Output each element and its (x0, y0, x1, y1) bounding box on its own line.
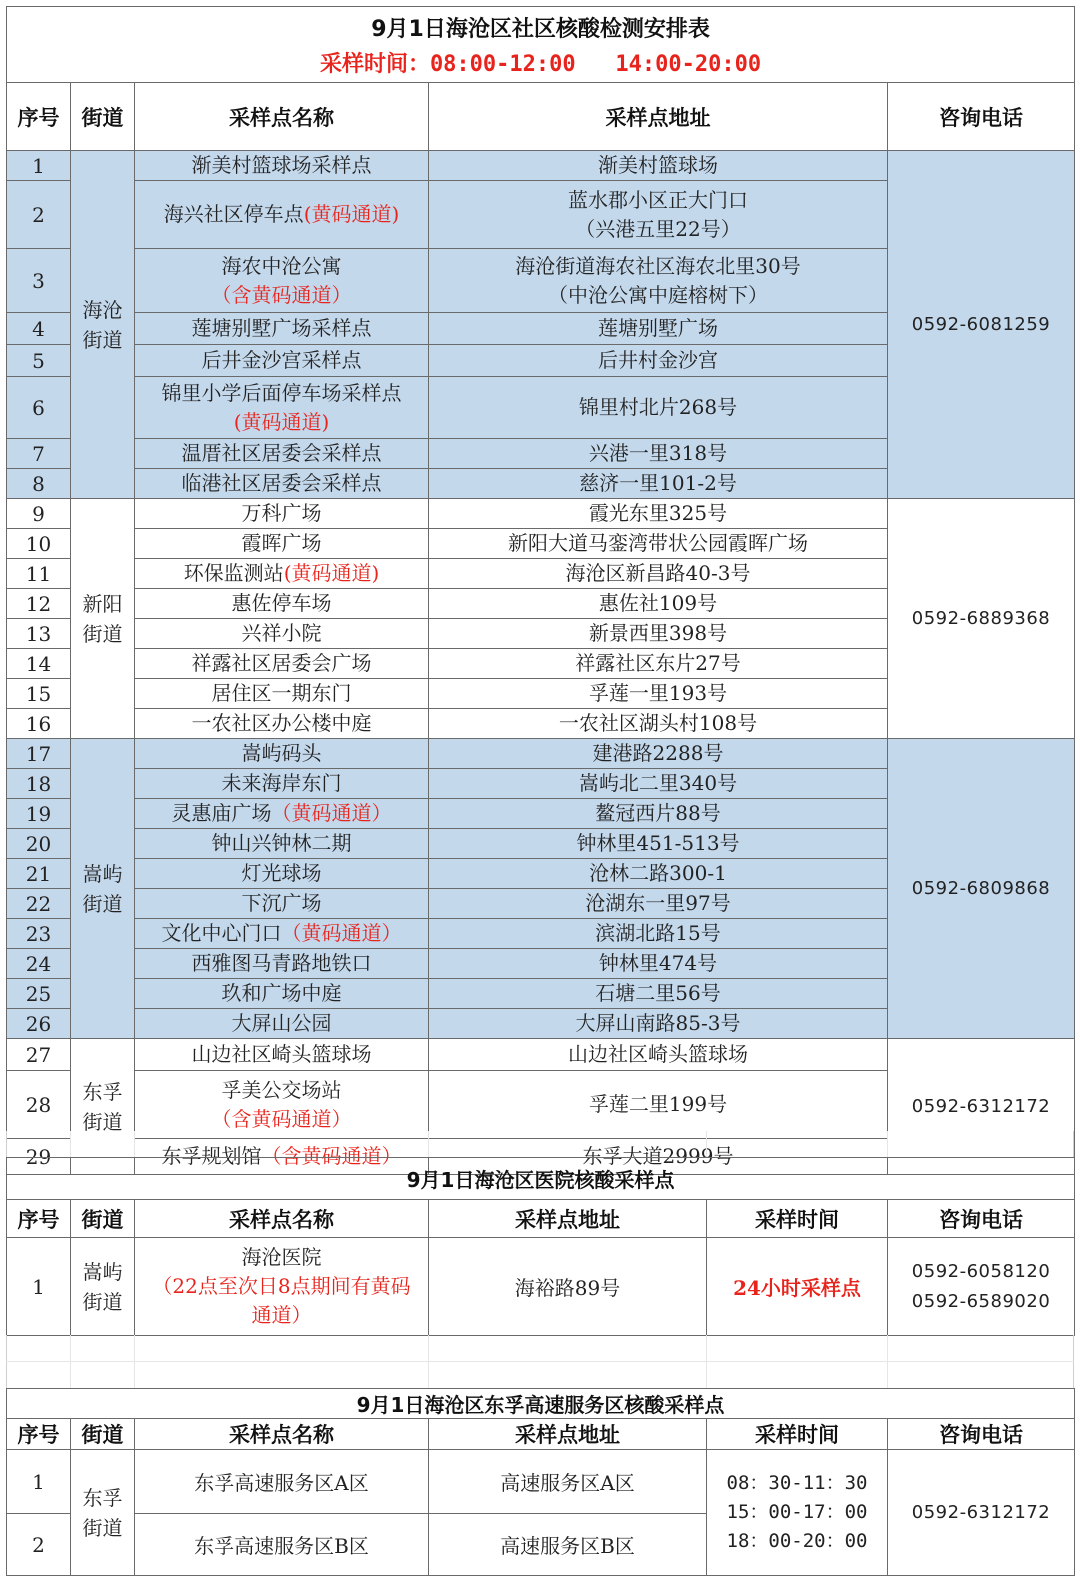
highway-time-1: 08：30-11：30 (726, 1472, 868, 1494)
hospital-header-site-address: 采样点地址 (429, 1200, 707, 1238)
site-name: 居住区一期东门 (211, 681, 352, 705)
row-no: 9 (7, 499, 71, 529)
row-no: 20 (7, 829, 71, 859)
site-address-cell (429, 1009, 888, 1039)
site-name-cell (135, 377, 429, 439)
site-name: 未来海岸东门 (221, 771, 342, 795)
site-address-cell (429, 709, 888, 739)
site-address-line: 莲塘别墅广场 (598, 316, 718, 340)
site-address-cell (429, 377, 888, 439)
site-name-cell (135, 529, 429, 559)
site-name: 玖和广场中庭 (221, 981, 342, 1005)
site-address-line: 沧湖东一里97号 (585, 891, 731, 915)
site-name: 温厝社区居委会采样点 (181, 441, 382, 465)
site-address-line: 沧林二路300-1 (589, 861, 727, 885)
row-no: 13 (7, 619, 71, 649)
site-address-line: （中沧公寓中庭榕树下） (548, 282, 768, 307)
site-address-cell (429, 889, 888, 919)
site-address-line: 钟林里474号 (598, 951, 718, 975)
row-no: 16 (7, 709, 71, 739)
site-name-cell (135, 799, 429, 829)
site-address-line: 嵩屿北二里340号 (578, 771, 738, 795)
site-name-cell (135, 979, 429, 1009)
site-address-line: 钟林里451-513号 (576, 831, 740, 855)
site-name-cell (135, 859, 429, 889)
hospital-table (6, 1157, 1075, 1336)
site-name: 下沉广场 (241, 891, 322, 915)
header-site-name: 采样点名称 (135, 83, 429, 151)
highway-row-address: 高速服务区A区 (429, 1450, 707, 1514)
site-name: 海兴社区停车点 (163, 202, 304, 226)
highway-time-3: 18：00-20：00 (726, 1530, 868, 1552)
site-address-cell (429, 679, 888, 709)
site-name: 临港社区居委会采样点 (181, 471, 382, 495)
site-address-cell (429, 949, 888, 979)
site-name-cell (135, 249, 429, 313)
phone-cell: 0592-6312172 (888, 1039, 1075, 1175)
site-address-line: 新阳大道马銮湾带状公园霞晖广场 (508, 531, 808, 555)
table-row (7, 739, 1075, 769)
highway-header-time: 采样时间 (707, 1419, 888, 1450)
row-no: 7 (7, 439, 71, 469)
row-no: 11 (7, 559, 71, 589)
site-name: 霞晖广场 (241, 531, 322, 555)
site-address-cell (429, 181, 888, 249)
hospital-row-street (71, 1238, 135, 1336)
hospital-header-site-name: 采样点名称 (135, 1200, 429, 1238)
site-name-cell (135, 151, 429, 181)
hospital-row-time: 24小时采样点 (707, 1238, 888, 1336)
row-no: 1 (7, 151, 71, 181)
yellow-code-note: （含黄码通道） (211, 282, 352, 307)
row-no: 17 (7, 739, 71, 769)
table-row (7, 1039, 1075, 1071)
highway-row-name: 东孚高速服务区A区 (135, 1450, 429, 1514)
site-address-line: 一农社区湖头村108号 (558, 711, 758, 735)
site-name-cell (135, 439, 429, 469)
hospital-street-line-2: 街道 (82, 1289, 123, 1314)
site-address-cell (429, 1071, 888, 1139)
site-address-cell (429, 345, 888, 377)
highway-header-site-name: 采样点名称 (135, 1419, 429, 1450)
site-name-cell (135, 679, 429, 709)
site-address-line: 祥露社区东片27号 (575, 651, 741, 675)
site-name: 锦里小学后面停车场采样点 (161, 380, 402, 405)
site-name-cell (135, 1009, 429, 1039)
street-line-1: 新阳 (82, 591, 123, 616)
hospital-row-no: 1 (7, 1238, 71, 1336)
row-no: 18 (7, 769, 71, 799)
header-no: 序号 (7, 83, 71, 151)
site-address-line: 渐美村篮球场 (598, 153, 718, 177)
site-name: 兴祥小院 (241, 621, 322, 645)
site-name-cell (135, 739, 429, 769)
site-name: 东孚规划馆 (161, 1144, 262, 1168)
row-no: 6 (7, 377, 71, 439)
site-address-cell (429, 619, 888, 649)
row-no: 12 (7, 589, 71, 619)
site-address-line: 蓝水郡小区正大门口 (568, 187, 748, 212)
site-name: 钟山兴钟林二期 (211, 831, 352, 855)
site-address-line: 孚莲二里199号 (588, 1092, 728, 1116)
yellow-code-note: (黄码通道) (233, 409, 330, 434)
row-no: 26 (7, 1009, 71, 1039)
row-no: 3 (7, 249, 71, 313)
row-no: 21 (7, 859, 71, 889)
row-no: 25 (7, 979, 71, 1009)
street-cell (71, 499, 135, 739)
highway-title: 9月1日海沧区东孚高速服务区核酸采样点 (7, 1389, 1075, 1419)
hospital-header-no: 序号 (7, 1200, 71, 1238)
row-no: 10 (7, 529, 71, 559)
site-address-line: 兴港一里318号 (588, 441, 728, 465)
site-name-cell (135, 559, 429, 589)
site-address-line: 孚莲一里193号 (588, 681, 728, 705)
main-schedule-table (6, 6, 1075, 1175)
row-no: 29 (7, 1139, 71, 1175)
site-address-cell (429, 1039, 888, 1071)
site-address-line: 新景西里398号 (588, 621, 728, 645)
table-row (7, 499, 1075, 529)
site-name-cell (135, 1071, 429, 1139)
highway-row (7, 1450, 1075, 1514)
site-name-cell (135, 949, 429, 979)
highway-header-no: 序号 (7, 1419, 71, 1450)
yellow-code-note: （黄码通道） (281, 921, 402, 945)
site-address-cell (429, 769, 888, 799)
street-line-2: 街道 (82, 1109, 123, 1134)
header-street: 街道 (71, 83, 135, 151)
street-line-2: 街道 (82, 327, 123, 352)
table-row (7, 151, 1075, 181)
site-name-cell (135, 649, 429, 679)
site-address-cell (429, 151, 888, 181)
hospital-header-time: 采样时间 (707, 1200, 888, 1238)
site-name: 后井金沙宫采样点 (201, 348, 362, 372)
row-no: 24 (7, 949, 71, 979)
site-address-line: 东孚大道2999号 (582, 1144, 734, 1168)
site-name: 嵩屿码头 (241, 741, 322, 765)
site-name: 文化中心门口 (161, 921, 282, 945)
site-address-cell (429, 499, 888, 529)
hospital-row-address: 海裕路89号 (429, 1238, 707, 1336)
site-name: 莲塘别墅广场采样点 (191, 316, 372, 340)
site-name: 山边社区崎头篮球场 (191, 1042, 372, 1066)
site-name-cell (135, 709, 429, 739)
row-no: 28 (7, 1071, 71, 1139)
highway-header-row (7, 1419, 1075, 1450)
spacer-row-2 (6, 1335, 1074, 1388)
hospital-note-line-2: 通道） (251, 1303, 312, 1327)
site-name: 万科广场 (241, 501, 322, 525)
site-address-line: 锦里村北片268号 (578, 395, 738, 419)
hospital-header-phone: 咨询电话 (888, 1200, 1075, 1238)
site-address-line: 惠佐社109号 (598, 591, 718, 615)
site-address-line: 后井村金沙宫 (598, 348, 718, 372)
yellow-code-note: （含黄码通道） (211, 1106, 352, 1131)
highway-street (71, 1450, 135, 1576)
site-name-cell (135, 181, 429, 249)
hospital-row (7, 1238, 1075, 1336)
street-line-1: 嵩屿 (82, 861, 123, 886)
yellow-code-note: （黄码通道） (271, 801, 392, 825)
site-address-line: 海沧街道海农社区海农北里30号 (515, 253, 801, 278)
site-address-cell (429, 589, 888, 619)
site-name-cell (135, 313, 429, 345)
main-header-row (7, 83, 1075, 151)
row-no: 23 (7, 919, 71, 949)
site-address-cell (429, 829, 888, 859)
hospital-row-phones (888, 1238, 1075, 1336)
site-name: 海农中沧公寓 (221, 253, 342, 278)
site-name-cell (135, 1039, 429, 1071)
site-name: 大屏山公园 (231, 1011, 332, 1035)
site-address-line: 滨湖北路15号 (595, 921, 721, 945)
site-name: 环保监测站 (183, 561, 284, 585)
site-name: 一农社区办公楼中庭 (191, 711, 372, 735)
street-cell (71, 151, 135, 499)
row-no: 2 (7, 181, 71, 249)
hospital-name: 海沧医院 (241, 1245, 322, 1269)
site-name: 孚美公交场站 (221, 1077, 342, 1102)
site-address-line: 霞光东里325号 (588, 501, 728, 525)
site-name-cell (135, 769, 429, 799)
site-name-cell (135, 589, 429, 619)
highway-time (707, 1450, 888, 1576)
site-address-line: 鳌冠西片88号 (595, 801, 721, 825)
site-name-cell (135, 919, 429, 949)
site-name-cell (135, 499, 429, 529)
site-address-line: 慈济一里101-2号 (579, 471, 737, 495)
spacer-row (6, 1131, 1074, 1157)
site-address-cell (429, 439, 888, 469)
sampling-time-subtitle: 采样时间：08:00-12:00 14:00-20:00 (319, 51, 762, 77)
header-site-address: 采样点地址 (429, 83, 888, 151)
site-name-cell (135, 469, 429, 499)
site-name-cell (135, 345, 429, 377)
street-line-1: 海沧 (82, 297, 123, 322)
phone-cell: 0592-6081259 (888, 151, 1075, 499)
highway-header-site-address: 采样点地址 (429, 1419, 707, 1450)
row-no: 14 (7, 649, 71, 679)
site-address-cell (429, 559, 888, 589)
site-address-cell (429, 919, 888, 949)
site-name: 西雅图马青路地铁口 (191, 951, 372, 975)
row-no: 5 (7, 345, 71, 377)
highway-table (6, 1388, 1075, 1576)
site-name-cell (135, 619, 429, 649)
row-no: 8 (7, 469, 71, 499)
hospital-phone-2: 0592-6589020 (911, 1290, 1051, 1312)
street-cell (71, 739, 135, 1039)
highway-time-2: 15：00-17：00 (726, 1501, 868, 1523)
highway-row-name: 东孚高速服务区B区 (135, 1514, 429, 1576)
hospital-row-name (135, 1238, 429, 1336)
hospital-title: 9月1日海沧区医院核酸采样点 (7, 1158, 1075, 1200)
site-address-cell (429, 799, 888, 829)
site-address-cell (429, 859, 888, 889)
header-phone: 咨询电话 (888, 83, 1075, 151)
highway-phone: 0592-6312172 (888, 1450, 1075, 1576)
highway-header-street: 街道 (71, 1419, 135, 1450)
row-no: 4 (7, 313, 71, 345)
street-line-2: 街道 (82, 891, 123, 916)
highway-row-no: 2 (7, 1514, 71, 1576)
hospital-phone-1: 0592-6058120 (911, 1260, 1051, 1282)
highway-row-address: 高速服务区B区 (429, 1514, 707, 1576)
hospital-street-line-1: 嵩屿 (82, 1259, 123, 1284)
site-name: 祥露社区居委会广场 (191, 651, 372, 675)
street-line-1: 东孚 (82, 1079, 123, 1104)
site-address-cell (429, 529, 888, 559)
site-name: 惠佐停车场 (231, 591, 332, 615)
site-name: 灯光球场 (241, 861, 322, 885)
site-name: 灵惠庙广场 (171, 801, 272, 825)
site-address-line: 大屏山南路85-3号 (575, 1011, 741, 1035)
row-no: 15 (7, 679, 71, 709)
site-address-cell (429, 979, 888, 1009)
yellow-code-note: (黄码通道) (303, 202, 400, 226)
site-address-line: 石塘二里56号 (595, 981, 721, 1005)
site-address-cell (429, 739, 888, 769)
site-name: 渐美村篮球场采样点 (191, 153, 372, 177)
highway-header-phone: 咨询电话 (888, 1419, 1075, 1450)
hospital-header-row (7, 1200, 1075, 1238)
highway-street-line-2: 街道 (82, 1515, 123, 1540)
row-no: 27 (7, 1039, 71, 1071)
site-name-cell (135, 889, 429, 919)
site-address-cell (429, 649, 888, 679)
main-title-cell (7, 7, 1075, 83)
site-address-cell (429, 469, 888, 499)
hospital-note-line-1: （22点至次日8点期间有黄码 (152, 1274, 411, 1298)
site-address-line: 山边社区崎头篮球场 (568, 1042, 748, 1066)
highway-street-line-1: 东孚 (82, 1485, 123, 1510)
highway-row-no: 1 (7, 1450, 71, 1514)
hospital-header-street: 街道 (71, 1200, 135, 1238)
site-address-cell (429, 313, 888, 345)
site-address-line: （兴港五里22号） (575, 216, 741, 241)
site-address-cell (429, 249, 888, 313)
phone-cell: 0592-6889368 (888, 499, 1075, 739)
row-no: 22 (7, 889, 71, 919)
yellow-code-note: (黄码通道) (283, 561, 380, 585)
row-no: 19 (7, 799, 71, 829)
site-address-line: 建港路2288号 (592, 741, 724, 765)
site-address-line: 海沧区新昌路40-3号 (565, 561, 751, 585)
street-line-2: 街道 (82, 621, 123, 646)
site-name-cell (135, 829, 429, 859)
phone-cell: 0592-6809868 (888, 739, 1075, 1039)
main-title: 9月1日海沧区社区核酸检测安排表 (371, 16, 710, 42)
yellow-code-note: （含黄码通道） (261, 1144, 402, 1168)
